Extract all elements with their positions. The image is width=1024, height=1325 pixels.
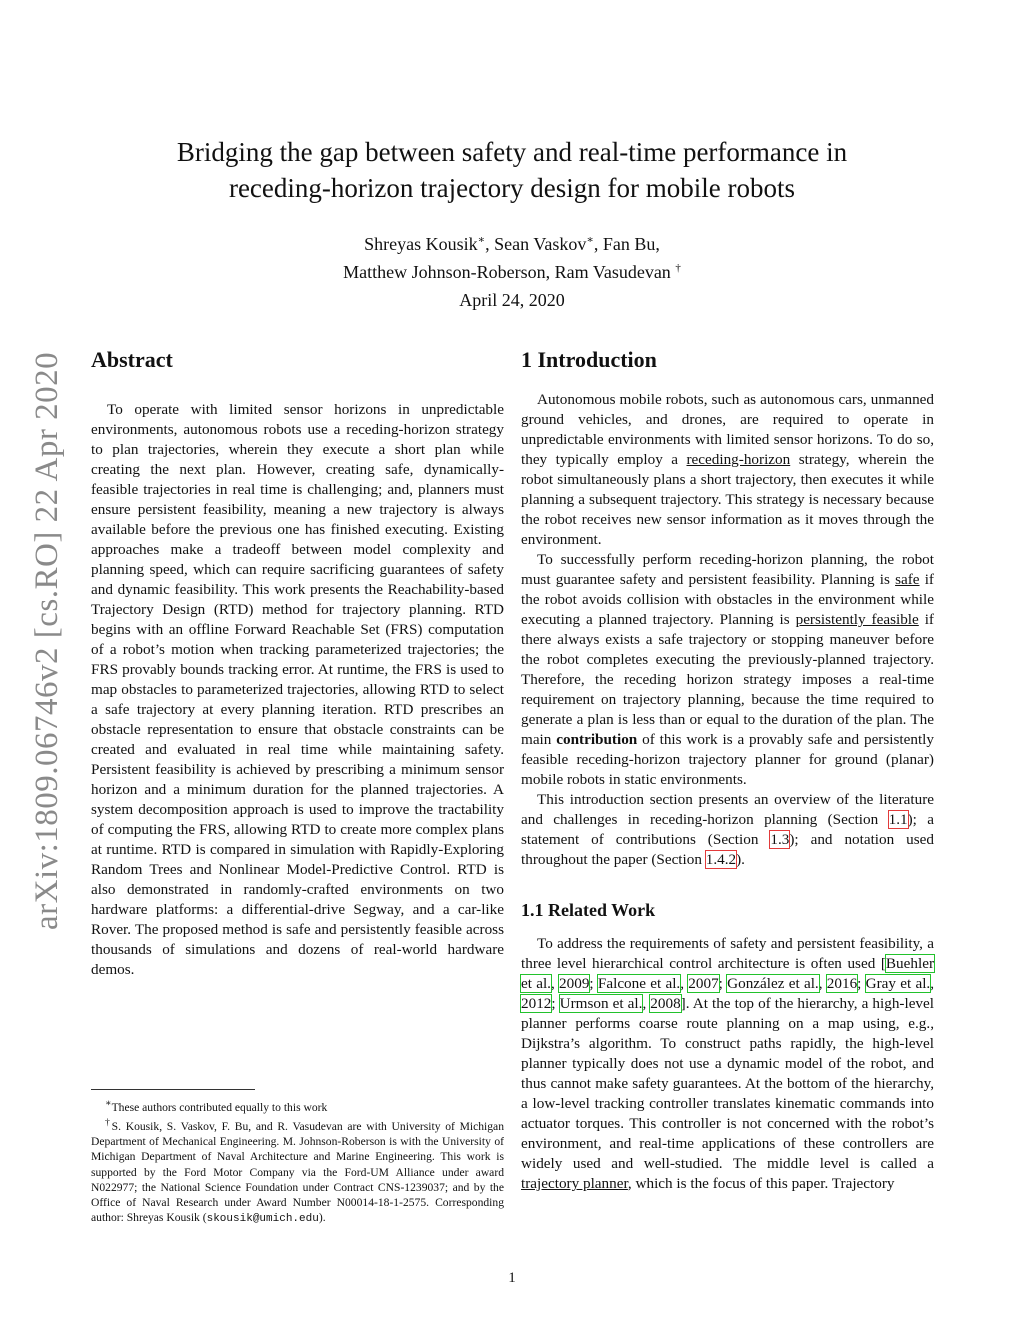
intro-p2-text-c: if there always exists a safe trajectory or stopping maneuver before the robot completes executing the previously-planned trajectory. Therefore, the receding horizon strategy imposes a real-time requirement on trajectory planning, because the time required to generate a plan is less than or equal to the duration of the plan. The main bbox=[521, 611, 934, 748]
title-line-1: Bridging the gap between safety and real-time performance in bbox=[176, 137, 848, 167]
intro-p3-text-a: This introduction section presents an overview of the literature and challenges in receding-horizon planning (Section bbox=[521, 791, 934, 828]
intro-p1-text-b: strategy, wherein the robot simultaneously plans a short trajectory, then executes it while planning a subsequent trajectory. This strategy is necessary because the robot receives new sensor information as it moves through the environment. bbox=[521, 451, 934, 548]
introduction-heading: 1 Introduction bbox=[521, 347, 657, 372]
intro-p2-text-a: To successfully perform receding-horizon planning, the robot must guarantee safety and persistent feasibility. Planning is bbox=[521, 551, 934, 588]
intro-paragraph-1 bbox=[521, 390, 934, 550]
paper-date: April 24, 2020 bbox=[459, 290, 565, 310]
author-kousik: Shreyas Kousik bbox=[364, 234, 478, 254]
section-ref-link[interactable]: 1.1 bbox=[888, 811, 908, 828]
abstract-section bbox=[91, 347, 504, 980]
authors-line-2-names: Matthew Johnson-Roberson, Ram Vasudevan bbox=[343, 262, 676, 282]
citation-link[interactable]: Gray et al. bbox=[865, 975, 931, 992]
citation-year-link[interactable]: 2012 bbox=[521, 995, 552, 1012]
footnote-1-text: These authors contributed equally to this work bbox=[111, 1100, 328, 1114]
term-receding-horizon: receding-horizon bbox=[686, 451, 791, 468]
citation-link[interactable]: Buehler et al. bbox=[521, 955, 934, 992]
related-p1-text-b: ]. At the top of the hierarchy, a high-level planner performs coarse route planning on a map using, e.g., Dijkstra’s algorithm. To construct paths rapidly, the high-level planner typically does not use a dynamic model of the robot, and thus cannot make safety guarantees. At the bottom of the hierarchy, a low-level tracking controller translates kinematic commands into actuator torques. This controller is not concerned with the robot’s environment, and real-time applications of these controllers are widely used and well-studied. The middle level is called a bbox=[521, 995, 934, 1172]
intro-p2-text-d: of this work is a provably safe and persistently feasible receding-horizon trajectory planner for ground (planar) mobile robots in static environments. bbox=[521, 731, 934, 788]
corresponding-email[interactable]: skousik@umich.edu bbox=[206, 1213, 319, 1226]
related-p1-text-c: , which is the focus of this paper. Trajectory bbox=[627, 1175, 895, 1192]
intro-p2-text-b: if the robot avoids collision with obstacles in the environment while executing a planned trajectory. Planning is bbox=[521, 571, 934, 628]
intro-p3-text-b: ); a statement of contributions (Section bbox=[521, 811, 934, 848]
term-persistently-feasible: persistently feasible bbox=[795, 611, 919, 628]
intro-paragraph-2 bbox=[521, 550, 934, 790]
introduction-section bbox=[521, 347, 935, 1194]
title-line-2: receding-horizon trajectory design for mobile robots bbox=[228, 173, 796, 203]
footnote-2-text: S. Kousik, S. Vaskov, F. Bu, and R. Vasudevan are with University of Michigan Department of Mechanical Engineering. M. Johnson-Roberson is with the University of Michigan Department of Naval Architecture and Marine Engineering. This work is supported by the Ford Motor Company via the Ford-UM Alliance under award N022977; the National Science Foundation under Contract CNS-1239037; and by the Office of Naval Research under Award Number N00014-18-1-2575. Corresponding author: Shreyas Kousik ( bbox=[91, 1119, 504, 1225]
related-paragraph-1: To address the requirements of safety and persistent feasibility, a three level hierarchical control architecture is often used [Buehler et al., 2009; Falcone et al., 2007; González et al., 2016; Gray et al., 2012; Urmson et al., 2008]. At the top of the hierarchy, a high-level planner performs coarse route planning on a map using, e.g., Dijkstra’s algorithm. To construct paths rapidly, the high-level planner typically does not use a dynamic model of the robot, and thus cannot make safety guarantees. At the bottom of the hierarchy, a low-level tracking controller translates kinematic commands into actuator torques. This controller is not concerned with the robot’s environment, and real-time applications of these controllers are widely used and well-studied. The middle level is called a trajectory planner, which is the focus of this paper. Trajectory bbox=[521, 935, 935, 1192]
citation-year-link[interactable]: 2016 bbox=[826, 975, 858, 992]
author-vaskov: Sean Vaskov bbox=[494, 234, 587, 254]
term-contribution: contribution bbox=[556, 731, 638, 748]
abstract-heading: Abstract bbox=[91, 347, 173, 372]
citation-year-link[interactable]: 2009 bbox=[559, 975, 590, 992]
arxiv-identifier: arXiv:1809.06746v2 [cs.RO] 22 Apr 2020 bbox=[29, 351, 65, 930]
related-p1-text-a: To address the requirements of safety and persistent feasibility, a three level hierarchical control architecture is often used [ bbox=[521, 935, 934, 972]
equal-contribution-mark: ∗ bbox=[477, 234, 486, 246]
intro-p3-text-d: ). bbox=[736, 851, 745, 868]
author-bu: Fan Bu, bbox=[602, 234, 660, 254]
citation-year-link[interactable]: 2007 bbox=[688, 975, 719, 992]
footnote-1 bbox=[91, 1096, 504, 1115]
footnote-1-mark: ∗ bbox=[105, 1098, 112, 1109]
abstract-text: To operate with limited sensor horizons in unpredictable environments, autonomous robots use a receding-horizon strategy to plan trajectories, wherein they execute a short plan while creating the next plan. However, creating safe, dynamically-feasible trajectories in real time is challenging; and, planners must ensure persistent feasibility, meaning a new trajectory is always available before the previous one has finished executing. Existing approaches make a tradeoff between model complexity and planning speed, which can require sacrificing guarantees of safety and dynamic feasibility. This work presents the Reachability-based Trajectory Design (RTD) method for trajectory planning. RTD begins with an offline Forward Reachable Set (FRS) computation of a robot’s motion when tracking parameterized trajectories; the FRS provably bounds tracking error. At runtime, the FRS is used to map obstacles to parameterized trajectories, allowing RTD to select a safe trajectory at every planning iteration. RTD prescribes an obstacle representation to ensure that obstacle constraints can be created and evaluated in real time while maintaining safety. Persistent feasibility is achieved by prescribing a minimum sensor horizon and a minimum duration for the planned trajectories. A system decomposition approach is used to improve the tractability of computing the FRS, allowing RTD to create more complex plans at runtime. RTD is compared in simulation with Rapidly-Exploring Random Trees and Nonlinear Model-Predictive Control. RTD is also demonstrated in randomly-crafted environments on two hardware platforms: a differential-drive Segway, and a car-like Rover. The proposed method is safe and persistently feasible across thousands of simulations and dozens of real-world hardware demos. bbox=[91, 401, 504, 978]
footnote-2-mark: † bbox=[105, 1117, 112, 1129]
term-safe: safe bbox=[895, 571, 920, 588]
footnote-rule bbox=[91, 1089, 255, 1090]
citation-link[interactable]: Urmson et al. bbox=[559, 995, 643, 1012]
author-list bbox=[100, 228, 924, 284]
intro-p3-text-c: ); and notation used throughout the paper (Section bbox=[521, 831, 934, 868]
equal-contribution-mark: ∗ bbox=[586, 234, 594, 246]
related-work-heading: 1.1 Related Work bbox=[521, 900, 656, 920]
term-trajectory-planner: trajectory planner bbox=[521, 1175, 628, 1192]
citation-link[interactable]: Falcone et al. bbox=[597, 975, 681, 992]
footnote-2-end: ). bbox=[318, 1211, 326, 1225]
affiliation-mark: † bbox=[675, 262, 681, 274]
intro-p1-text-a: Autonomous mobile robots, such as autonomous cars, unmanned ground vehicles, and drones, are required to operate in unpredictable environments with limited sensor horizons. To do so, they typically employ a bbox=[521, 391, 934, 468]
page-number: 1 bbox=[508, 1270, 516, 1286]
section-ref-link[interactable]: 1.4.2 bbox=[705, 851, 737, 868]
authors-line-1: Shreyas Kousik∗, Sean Vaskov∗, Fan Bu, bbox=[364, 234, 660, 254]
authors-line-2 bbox=[100, 256, 924, 284]
footnote-2 bbox=[91, 1115, 504, 1227]
section-ref-link[interactable]: 1.3 bbox=[770, 831, 790, 848]
citation-link[interactable]: González et al. bbox=[727, 975, 819, 992]
footnotes bbox=[91, 1096, 504, 1227]
citation-year-link[interactable]: 2008 bbox=[650, 995, 681, 1012]
paper-title bbox=[100, 134, 924, 206]
intro-paragraph-3 bbox=[521, 790, 934, 870]
